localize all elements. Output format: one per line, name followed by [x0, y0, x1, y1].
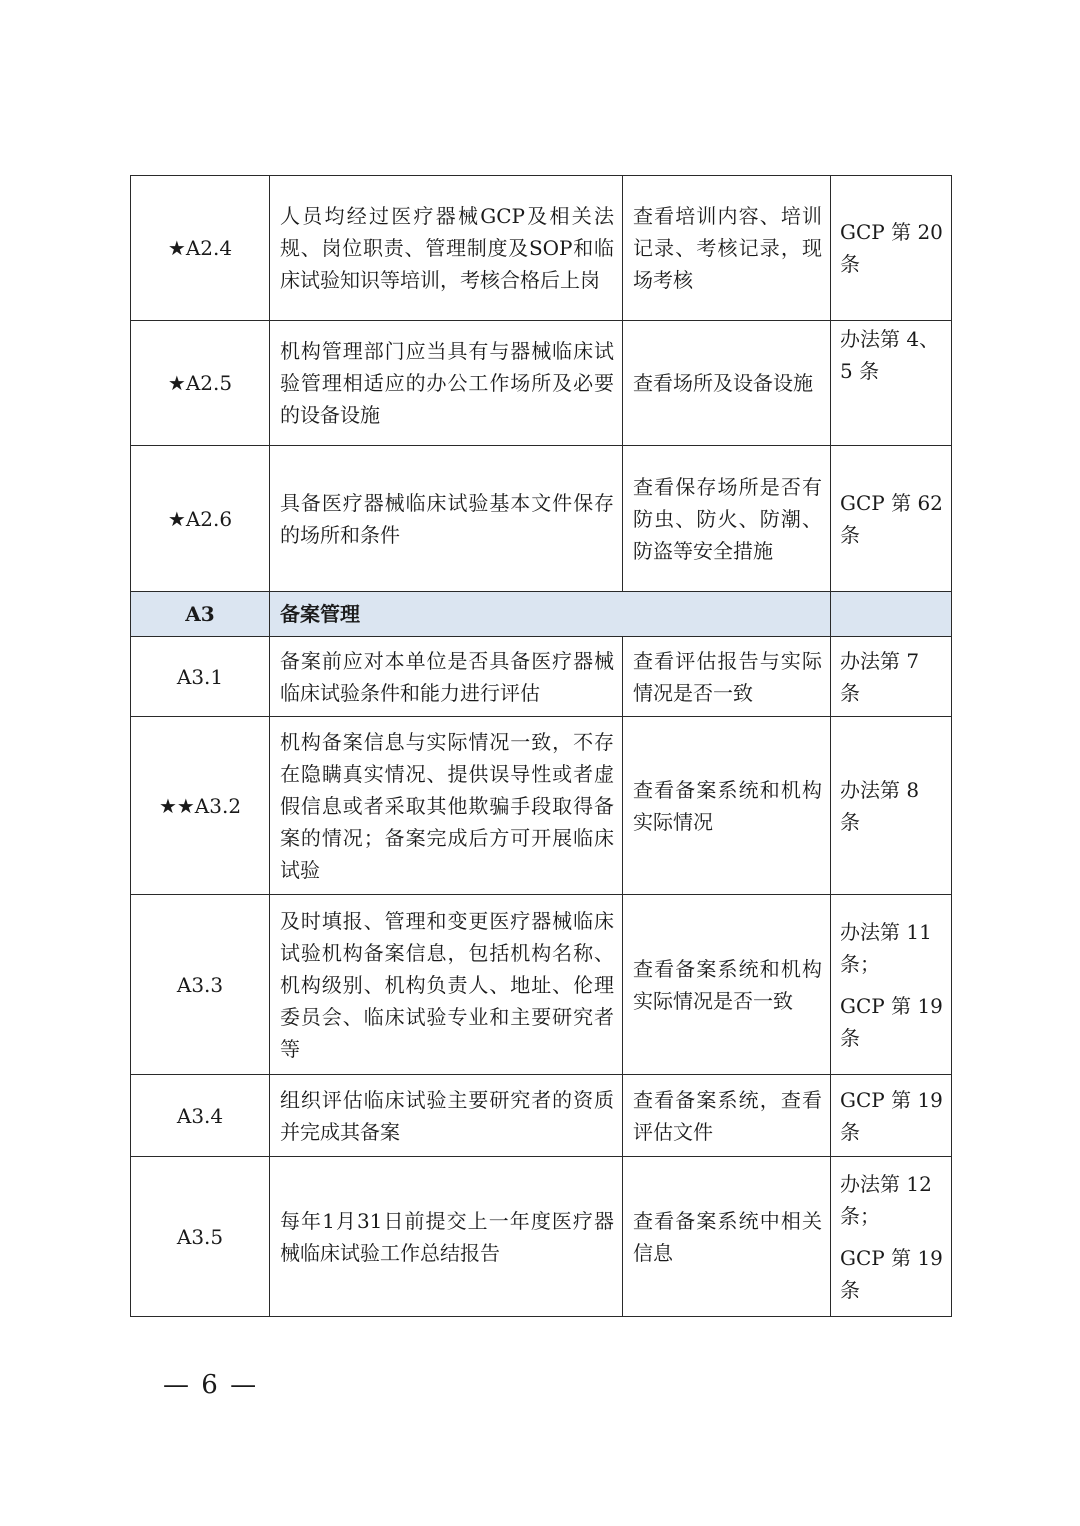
section-title: 备案管理	[270, 592, 831, 637]
item-requirement: 机构备案信息与实际情况一致，不存在隐瞒真实情况、提供误导性或者虚假信息或者采取其他欺骗手段取得备案的情况；备案完成后方可开展临床试验	[270, 717, 623, 895]
item-method: 查看评估报告与实际情况是否一致	[623, 637, 831, 717]
basis-line: GCP 第 19 条	[840, 1245, 943, 1302]
item-method: 查看备案系统和机构实际情况	[623, 717, 831, 895]
basis-line: GCP 第 19 条	[840, 1087, 943, 1144]
table-row	[131, 637, 952, 717]
item-code: A3.3	[131, 895, 270, 1075]
item-method: 查看培训内容、培训记录、考核记录，现场考核	[623, 176, 831, 321]
basis-line: 办法第 8 条	[840, 777, 920, 834]
basis-line: 办法第 4、5 条	[840, 327, 940, 383]
item-code: A3.4	[131, 1075, 270, 1157]
inspection-table	[130, 175, 952, 1317]
section-empty-cell	[831, 592, 952, 637]
item-requirement: 及时填报、管理和变更医疗器械临床试验机构备案信息，包括机构名称、机构级别、机构负责人、地址、伦理委员会、临床试验专业和主要研究者等	[270, 895, 623, 1075]
item-basis	[831, 446, 952, 592]
item-method: 查看保存场所是否有防虫、防火、防潮、防盗等安全措施	[623, 446, 831, 592]
item-code: ★A2.4	[131, 176, 270, 321]
item-basis	[831, 1075, 952, 1157]
item-method: 查看场所及设备设施	[623, 321, 831, 446]
item-code: ★A2.6	[131, 446, 270, 592]
item-code: A3.5	[131, 1157, 270, 1317]
item-method: 查看备案系统和机构实际情况是否一致	[623, 895, 831, 1075]
section-header-row	[131, 592, 952, 637]
item-basis	[831, 321, 952, 446]
section-code: A3	[131, 592, 270, 637]
table-row	[131, 1157, 952, 1317]
item-requirement: 备案前应对本单位是否具备医疗器械临床试验条件和能力进行评估	[270, 637, 623, 717]
item-basis	[831, 637, 952, 717]
item-requirement: 组织评估临床试验主要研究者的资质并完成其备案	[270, 1075, 623, 1157]
table-row	[131, 1075, 952, 1157]
table-row	[131, 321, 952, 446]
table-row	[131, 895, 952, 1075]
basis-line: 办法第 12 条；	[840, 1171, 932, 1228]
item-method: 查看备案系统，查看评估文件	[623, 1075, 831, 1157]
basis-line: GCP 第 20 条	[840, 220, 943, 276]
item-code: A3.1	[131, 637, 270, 717]
item-method: 查看备案系统中相关信息	[623, 1157, 831, 1317]
item-basis	[831, 717, 952, 895]
item-basis	[831, 176, 952, 321]
table-row	[131, 446, 952, 592]
item-basis	[831, 1157, 952, 1317]
item-code: ★★A3.2	[131, 717, 270, 895]
item-requirement: 机构管理部门应当具有与器械临床试验管理相适应的办公工作场所及必要的设备设施	[270, 321, 623, 446]
basis-line: GCP 第 62 条	[840, 490, 943, 547]
item-code: ★A2.5	[131, 321, 270, 446]
item-basis	[831, 895, 952, 1075]
basis-line: 办法第 7 条	[840, 648, 920, 705]
item-requirement: 人员均经过医疗器械GCP及相关法规、岗位职责、管理制度及SOP和临床试验知识等培训，考核合格后上岗	[270, 176, 623, 321]
basis-line: 办法第 11 条；	[840, 919, 932, 976]
item-requirement: 每年1月31日前提交上一年度医疗器械临床试验工作总结报告	[270, 1157, 623, 1317]
basis-line: GCP 第 19 条	[840, 993, 943, 1050]
table-row	[131, 176, 952, 321]
page-number: — 6 —	[163, 1370, 259, 1400]
table-row	[131, 717, 952, 895]
item-requirement: 具备医疗器械临床试验基本文件保存的场所和条件	[270, 446, 623, 592]
